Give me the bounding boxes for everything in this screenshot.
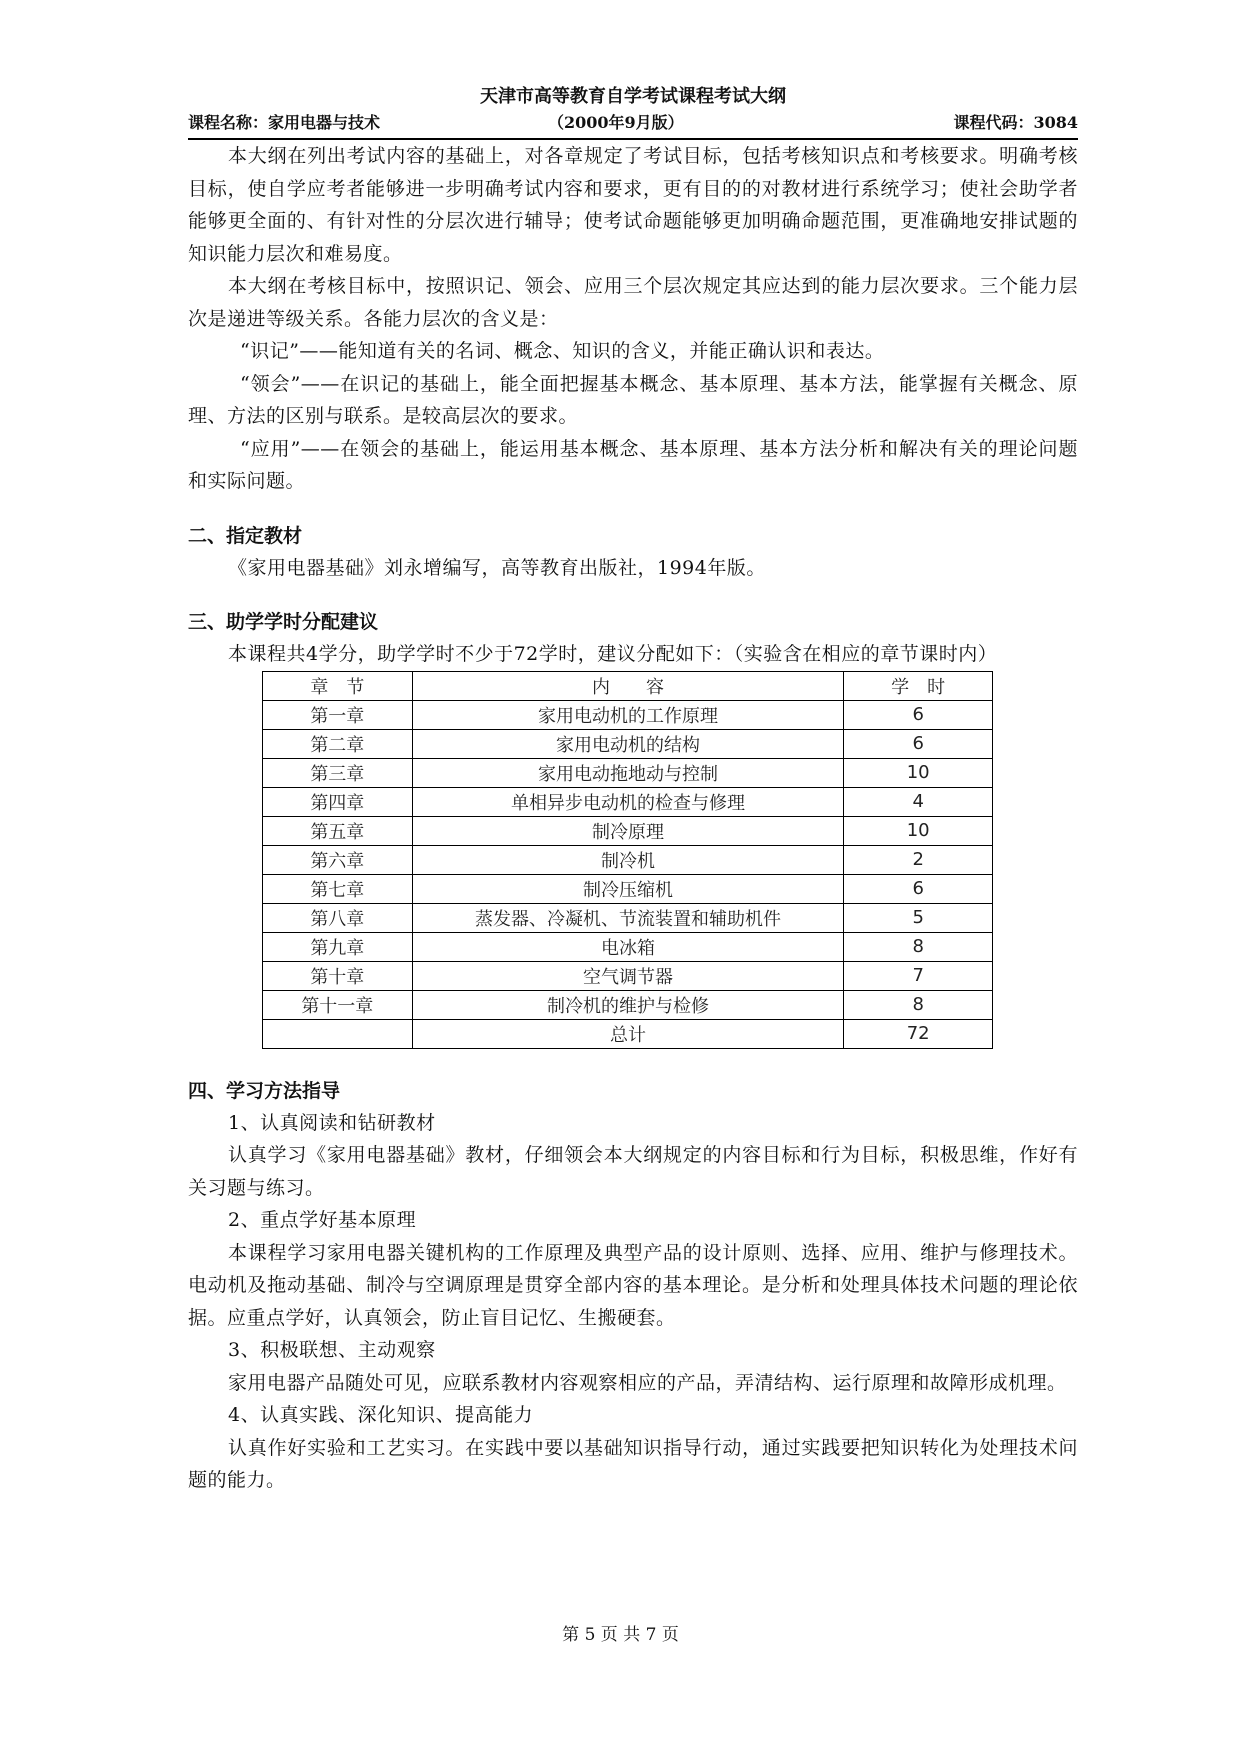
intro-paragraph-1: 本大纲在列出考试内容的基础上，对各章规定了考试目标，包括考核知识点和考核要求。明确考核目标，使自学应考者能够进一步明确考试内容和要求，更有目的的对教材进行系统学习；使社会助学者能够更全面的、有针对性的分层次进行辅导；使考试命题能够更加明确命题范围，更准确地安排试题的知识能力层次和难易度。: [188, 145, 1078, 265]
table-row: [263, 903, 993, 932]
textbook-paragraph: 《家用电器基础》刘永增编写，高等教育出版社，1994年版。: [228, 556, 766, 579]
intro-paragraph-5: “应用”——在领会的基础上，能运用基本概念、基本原理、基本方法分析和解决有关的理论问题和实际问题。: [188, 437, 1078, 492]
content-cell: 家用电动机的工作原理: [412, 700, 844, 729]
content-cell: 制冷压缩机: [412, 874, 844, 903]
table-row: [263, 758, 993, 787]
content-cell: 单相异步电动机的检查与修理: [412, 787, 844, 816]
hours-cell: 4: [844, 787, 993, 816]
section-heading-textbook: 二、指定教材: [188, 524, 303, 547]
chapter-cell: 第二章: [263, 729, 413, 758]
document-page: [188, 84, 1078, 1497]
chapter-cell: 第五章: [263, 816, 413, 845]
content-cell: 制冷原理: [412, 816, 844, 845]
table-row: [263, 874, 993, 903]
total-label-cell: 总计: [412, 1019, 844, 1048]
table-row: [263, 729, 993, 758]
page-number: 第 5 页 共 7 页: [562, 1625, 679, 1645]
table-header-row: [263, 671, 993, 700]
table-row: [263, 700, 993, 729]
method-title-4: 4、认真实践、深化知识、提高能力: [228, 1404, 534, 1426]
table-header-cell: 学 时: [844, 671, 993, 700]
content-cell: 家用电动机的结构: [412, 729, 844, 758]
course-header: [188, 110, 1078, 140]
hours-cell: 8: [844, 990, 993, 1019]
intro-paragraph-2: 本大纲在考核目标中，按照识记、领会、应用三个层次规定其应达到的能力层次要求。三个能力层次是递进等级关系。各能力层次的含义是：: [188, 275, 1078, 330]
method-text-2: 本课程学习家用电器关键机构的工作原理及典型产品的设计原则、选择、应用、维护与修理技术。电动机及拖动基础、制冷与空调原理是贯穿全部内容的基本理论。是分析和处理具体技术问题的理论依据。应重点学好，认真领会，防止盲目记忆、生搬硬套。: [188, 1241, 1078, 1329]
content-cell: 家用电动拖地动与控制: [412, 758, 844, 787]
table-header-cell: 章 节: [263, 671, 413, 700]
hours-table: [262, 671, 993, 1049]
hours-cell: 6: [844, 874, 993, 903]
content-cell: 空气调节器: [412, 961, 844, 990]
method-text-3: 家用电器产品随处可见，应联系教材内容观察相应的产品，弄清结构、运行原理和故障形成机理。: [228, 1371, 1067, 1394]
hours-cell: 6: [844, 700, 993, 729]
table-header-cell: 内 容: [412, 671, 844, 700]
chapter-cell: 第七章: [263, 874, 413, 903]
hours-cell: 10: [844, 816, 993, 845]
content-cell: 制冷机的维护与检修: [412, 990, 844, 1019]
document-title: 天津市高等教育自学考试课程考试大纲: [480, 86, 786, 107]
method-title-2: 2、重点学好基本原理: [228, 1209, 417, 1231]
edition-label: （2000年9月版）: [548, 113, 684, 132]
method-title-1: 1、认真阅读和钻研教材: [228, 1111, 436, 1134]
table-row: [263, 816, 993, 845]
table-total-row: [263, 1019, 993, 1048]
chapter-cell: [263, 1019, 413, 1048]
method-text-1: 认真学习《家用电器基础》教材，仔细领会本大纲规定的内容目标和行为目标，积极思维，作好有关习题与练习。: [188, 1144, 1078, 1199]
hours-cell: 5: [844, 903, 993, 932]
content-cell: 蒸发器、冷凝机、节流装置和辅助机件: [412, 903, 844, 932]
method-title-3: 3、积极联想、主动观察: [228, 1339, 436, 1361]
chapter-cell: 第一章: [263, 700, 413, 729]
table-row: [263, 990, 993, 1019]
section-heading-study-methods: 四、学习方法指导: [188, 1079, 341, 1102]
table-row: [263, 961, 993, 990]
table-row: [263, 932, 993, 961]
content-cell: 制冷机: [412, 845, 844, 874]
hours-cell: 2: [844, 845, 993, 874]
hours-cell: 10: [844, 758, 993, 787]
chapter-cell: 第四章: [263, 787, 413, 816]
hours-paragraph: 本课程共4学分，助学学时不少于72学时，建议分配如下：（实验含在相应的章节课时内）: [228, 643, 998, 665]
course-code: 课程代码：3084: [953, 113, 1078, 132]
table-row: [263, 787, 993, 816]
hours-cell: 7: [844, 961, 993, 990]
hours-cell: 6: [844, 729, 993, 758]
hours-cell: 8: [844, 932, 993, 961]
chapter-cell: 第十一章: [263, 990, 413, 1019]
method-text-4: 认真作好实验和工艺实习。在实践中要以基础知识指导行动，通过实践要把知识转化为处理技术问题的能力。: [188, 1436, 1078, 1491]
total-hours-cell: 72: [844, 1019, 993, 1048]
chapter-cell: 第三章: [263, 758, 413, 787]
table-row: [263, 845, 993, 874]
chapter-cell: 第九章: [263, 932, 413, 961]
chapter-cell: 第八章: [263, 903, 413, 932]
course-name: 课程名称：家用电器与技术: [188, 113, 381, 132]
content-cell: 电冰箱: [412, 932, 844, 961]
section-heading-hours: 三、助学学时分配建议: [188, 611, 379, 633]
chapter-cell: 第六章: [263, 845, 413, 874]
intro-paragraph-4: “领会”——在识记的基础上，能全面把握基本概念、基本原理、基本方法，能掌握有关概念、原理、方法的区别与联系。是较高层次的要求。: [188, 372, 1078, 427]
chapter-cell: 第十章: [263, 961, 413, 990]
intro-paragraph-3: “识记”——能知道有关的名词、概念、知识的含义，并能正确认识和表达。: [240, 340, 885, 362]
